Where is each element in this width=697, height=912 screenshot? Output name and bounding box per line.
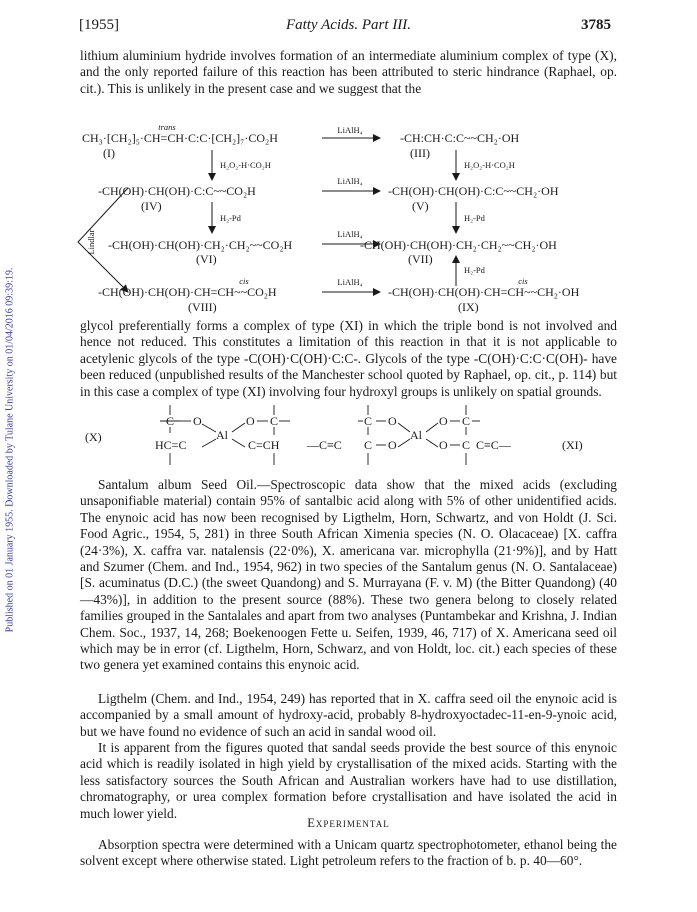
label-VII: (VII) bbox=[408, 252, 433, 266]
reagent-hydroxylation-2: H₂O₂-H·CO₂H bbox=[464, 160, 515, 170]
trans-label: trans bbox=[158, 122, 176, 132]
x-hc-group: HC=C bbox=[155, 438, 187, 452]
label-VI: (VI) bbox=[196, 252, 217, 266]
paragraph-intro: lithium aluminium hydride involves formation of an intermediate aluminium complex of type (X), and the only reported failure of this reaction has been attributed to steric hindrance (Raphael, op. cit.). This is unlikely in the present case and we suggest that the bbox=[80, 48, 617, 96]
xi-oxygen-4: O bbox=[439, 438, 448, 452]
paragraph-sources: It is apparent from the figures quoted that sandal seeds provide the best source of this enynoic acid which is readily isolated in high yield by crystallisation of the mixed acids. Starting with the less satisfactory sources the South African and Australian workers have had to use distillation, chromatography, or urea complex formation before crystallisation and have isolated the acid in much lower yield. bbox=[80, 740, 617, 821]
running-header-title: Fatty Acids. Part III. bbox=[285, 17, 412, 33]
download-watermark-text: Published on 01 January 1955. Downloaded by Tulane University on 01/04/2016 09:39:19. bbox=[4, 267, 16, 633]
lindlar-label: Lindlar bbox=[86, 229, 96, 255]
xi-oxygen-3: O bbox=[439, 414, 448, 428]
xi-carbon-2: C bbox=[364, 438, 373, 452]
label-VIII: (VIII) bbox=[188, 300, 217, 314]
compound-IV: -CH(OH)·CH(OH)·C:C~~CO₂H bbox=[98, 184, 256, 198]
xi-triple-right: C≡C— bbox=[476, 438, 511, 452]
paragraph-santalum: Santalum album Seed Oil.—Spectroscopic data show that the mixed acids (excluding unsaponifiable material) contain 95% of santalbic acid along with 5% of other unidentified acids. The enynoic acid has now been recognised by Ligthelm, Horn, Schwartz, and von Holdt (J. Sci. Food Agric., 1954, 5, 281) in three South African Ximenia species (N. O. Olacaceae) [X. caffra (24·3%), X. caffra var. natalensis (22·0%), X. americana var. microphylla (21·9%)], and by Hatt and Szumer (Chem. and Ind., 1954, 962) in two species of the Santalum genus (N. O. Santalaceae) [S. acuminatus (D.C.) (the sweet Quandong) and S. Murrayana (F. v. M) (the Bitter Quandong) (40—43%)], in addition to the present source (88%). These two genera belong to closely related families grouped in the Santalales and apart from two analyses (Puntambekar and Krishna, J. Indian Chem. Soc., 1937, 14, 268; Boekenoogen Fette u. Seifen, 1939, 46, 717) of X. Americana seed oil which may be in error (cf. Ligthelm, Horn, Schwarz, and von Holdt, loc. cit.) each species of these two genera yet examined contains this enynoic acid. bbox=[80, 477, 617, 673]
cis-label-1: cis bbox=[239, 276, 249, 286]
label-IV: (IV) bbox=[141, 199, 162, 213]
compound-VI: -CH(OH)·CH(OH)·CH₂·CH₂~~CO₂H bbox=[108, 238, 293, 252]
paragraph-glycol: glycol preferentially forms a complex of type (XI) in which the triple bond is not involved and hence not reduced. This constitutes a limitation of this reaction in that it is not applicable to acetylenic glycols of the type -C(OH)·C(OH)·C:C-. Glycols of the type -C(OH)·C:C·C(OH)- have been reduced (unpublished results of the Manchester school quoted by Raphael, op. cit., p. 114) but in this case a complex of type (XI) involving four hydroxyl groups is unlikely on spatial grounds. bbox=[80, 318, 617, 399]
reagent-hydroxylation-1: H₂O₂-H·CO₂H bbox=[220, 160, 271, 170]
reagent-h2pd-2: H₂-Pd bbox=[464, 213, 485, 223]
page-number: 3785 bbox=[581, 17, 611, 33]
xi-carbon-4: C bbox=[462, 438, 471, 452]
paragraph-ligthelm: Ligthelm (Chem. and Ind., 1954, 249) has reported that in X. caffra seed oil the enynoic acid is accompanied by a small amount of hydroxy-acid, probably 8-hydroxyoctadec-11-en-9-ynoic acid, but we have found no evidence of such an acid in sandal wood oil. bbox=[80, 691, 617, 739]
compound-VIII: -CH(OH)·CH(OH)·CH=CH~~CO₂H bbox=[98, 285, 277, 299]
paragraph-experimental: Absorption spectra were determined with a Unicam quartz spectrophotometer, ethanol being the solvent except where otherwise stated. Light petroleum refers to the fraction of b. p. 40—60°. bbox=[80, 837, 617, 869]
reaction-scheme bbox=[70, 122, 630, 314]
running-header-year: [1955] bbox=[79, 17, 119, 33]
xi-carbon-1: C bbox=[364, 414, 373, 428]
compound-V: -CH(OH)·CH(OH)·C:C~~CH₂·OH bbox=[388, 184, 559, 198]
aluminium-complex-structures bbox=[80, 403, 620, 469]
section-heading-experimental: Experimental bbox=[307, 816, 390, 830]
compound-VII: -CH(OH)·CH(OH)·CH₂·CH₂~~CH₂·OH bbox=[360, 238, 557, 252]
xi-carbon-3: C bbox=[462, 414, 471, 428]
xi-triple-left: —C≡C bbox=[307, 438, 342, 452]
label-I: (I) bbox=[103, 146, 115, 160]
reagent-lialh4-2: LiAlH₄ bbox=[337, 176, 363, 186]
compound-III: -CH:CH·C:C~~CH₂·OH bbox=[400, 131, 520, 145]
reagent-h2pd-3: H₂-Pd bbox=[464, 265, 485, 275]
x-oxygen-2: O bbox=[246, 414, 255, 428]
xi-oxygen-1: O bbox=[388, 414, 397, 428]
xi-oxygen-2: O bbox=[388, 438, 397, 452]
label-III: (III) bbox=[410, 146, 430, 160]
label-V: (V) bbox=[412, 199, 429, 213]
x-carbon-2: C bbox=[270, 414, 279, 428]
label-XI: (XI) bbox=[562, 438, 583, 452]
reagent-h2pd-1: H₂-Pd bbox=[220, 213, 241, 223]
reagent-lialh4-1: LiAlH₄ bbox=[337, 125, 363, 135]
reagent-lialh4-3: LiAlH₄ bbox=[337, 229, 363, 239]
reagent-lialh4-4: LiAlH₄ bbox=[337, 277, 363, 287]
download-watermark[interactable] bbox=[3, 120, 17, 780]
cis-label-2: cis bbox=[518, 276, 528, 286]
x-aluminium: Al bbox=[216, 428, 228, 442]
x-ch-group: C=CH bbox=[248, 438, 280, 452]
compound-IX: -CH(OH)·CH(OH)·CH=CH~~CH₂·OH bbox=[388, 285, 580, 299]
xi-aluminium: Al bbox=[410, 428, 422, 442]
label-IX: (IX) bbox=[458, 300, 479, 314]
x-carbon-1: C bbox=[166, 414, 175, 428]
label-X: (X) bbox=[85, 430, 102, 444]
compound-I: CH₃·[CH₂]₅·CH=CH·C:C·[CH₂]₇·CO₂H bbox=[82, 131, 278, 145]
x-oxygen-1: O bbox=[193, 414, 202, 428]
